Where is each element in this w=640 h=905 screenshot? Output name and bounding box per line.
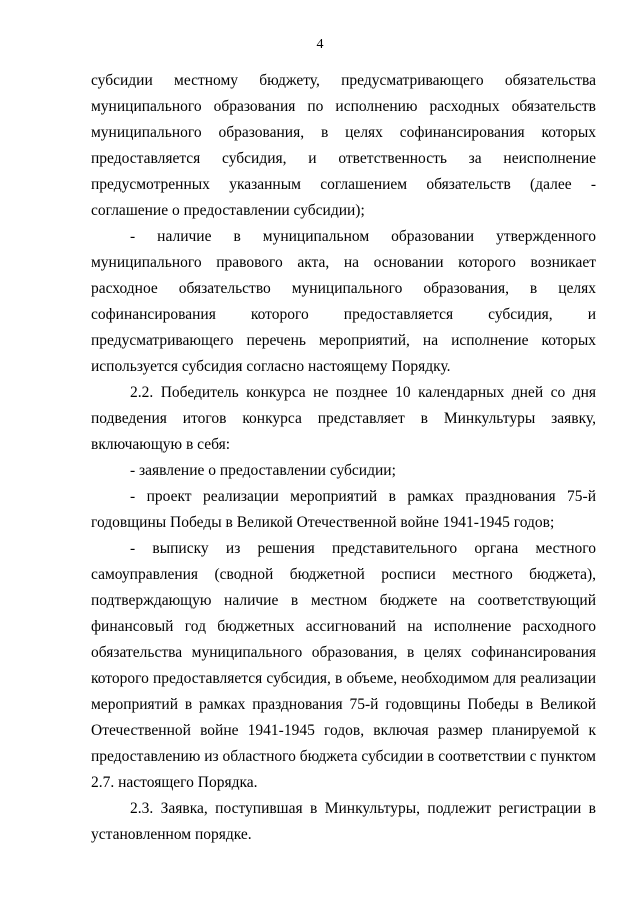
list-item-extract: - выписку из решения представительного органа местного самоуправления (сводной бюджетной росписи местного бюджета), подтверждающую наличие в местном бюджете на соответствующий финансовый год бюджетных ассигнований на исполнение расходного обязательства муниципального образования, в целях софинансирования которого предоставляется субсидия, в объеме, необходимом для реализации мероприятий в рамках празднования 75-й годовщины Победы в Великой Отечественной войне 1941-1945 годов, включая размер планируемой к предоставлению из областного бюджета субсидии в соответствии с пунктом 2.7. настоящего Порядка. xyxy=(91,540,596,791)
list-item-project: - проект реализации мероприятий в рамках празднования 75-й годовщины Победы в Великой Отечественной войне 1941-1945 годов; xyxy=(91,488,596,531)
paragraph-2-3-registration: 2.3. Заявка, поступившая в Минкультуры, подлежит регистрации в установленном порядке. xyxy=(91,800,596,843)
paragraph-subsidy-agreement: субсидии местному бюджету, предусматривающего обязательства муниципального образования по исполнению расходных обязательств муниципального образования, в целях софинансирования которых предоставляется субсидия, и ответственность за неисполнение предусмотренных указанным соглашением обязательств (далее - соглашение о предоставлении субсидии); xyxy=(91,72,596,219)
document-body xyxy=(91,68,596,848)
paragraph-municipal-act: - наличие в муниципальном образовании утвержденного муниципального правового акта, на основании которого возникает расходное обязательство муниципального образования, в целях софинансирования которого предоставляется субсидия, и предусматривающего перечень мероприятий, на исполнение которых используется субсидия согласно настоящему Порядку. xyxy=(91,228,596,375)
list-item-statement: - заявление о предоставлении субсидии; xyxy=(130,462,396,479)
paragraph-2-2-application: 2.2. Победитель конкурса не позднее 10 календарных дней со дня подведения итогов конкурса представляет в Минкультуры заявку, включающую в себя: xyxy=(91,384,596,453)
page-number: 4 xyxy=(316,37,324,52)
